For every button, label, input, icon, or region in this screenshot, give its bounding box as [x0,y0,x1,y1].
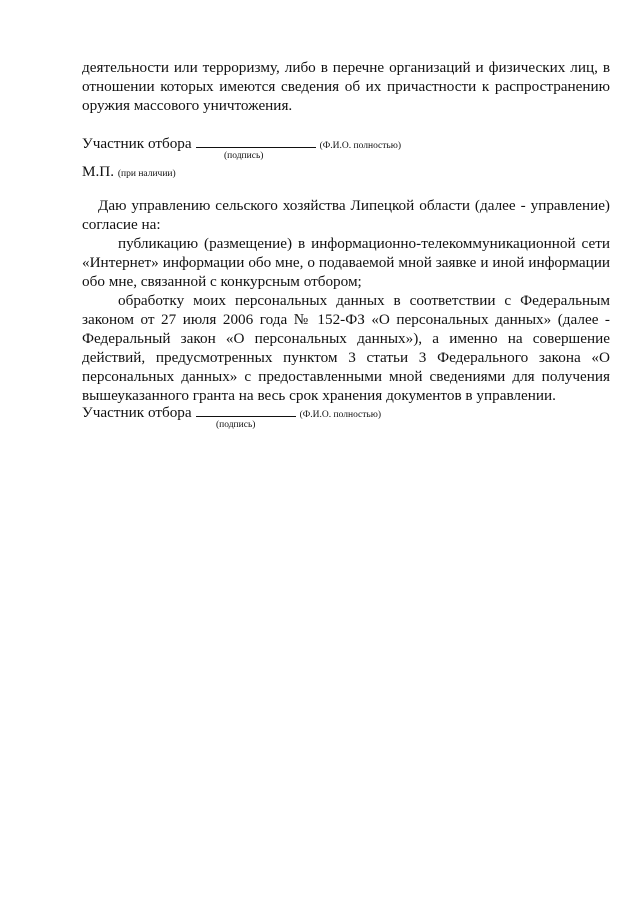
sign-caption-2: (подпись) [216,420,256,430]
signature-underline-2 [196,402,296,417]
stamp-block [82,162,176,184]
consent-intro: Даю управлению сельского хозяйства Липецкой области (далее - управление) согласие на: [82,197,610,233]
consent-item-1: публикацию (размещение) в информационно-телекоммуникационной сети «Интернет» информации обо мне, о подаваемой мной заявке и иной информации обо мне, связанной с конкурсным отбором; [82,235,610,290]
stamp-label: М.П. [82,163,115,180]
signature-underline-1 [196,133,316,148]
stamp-note: (при наличии) [117,169,176,179]
participant-label-2: Участник отбора [82,404,192,421]
participant-label-1: Участник отбора [82,135,192,152]
fio-note-1: (Ф.И.О. полностью) [319,141,402,151]
fio-note-2: (Ф.И.О. полностью) [299,410,382,420]
top-paragraph: деятельности или терроризму, либо в перечне организаций и физических лиц, в отношении которых имеются сведения об их причастности к распространению оружия массового уничтожения. [82,59,610,114]
sign-caption-1: (подпись) [224,151,264,161]
consent-item-2: обработку моих персональных данных в соответствии с Федеральным законом от 27 июля 2006 года № 152-ФЗ «О персональных данных» (далее - Федеральный закон «О персональных данных»), а именно на совершение действий, предусмотренных пунктом 3 статьи 3 Федерального закона «О персональных данных» с предоставленными мной сведениями для получения вышеуказанного гранта на весь срок хранения документов в управлении. [82,292,610,404]
